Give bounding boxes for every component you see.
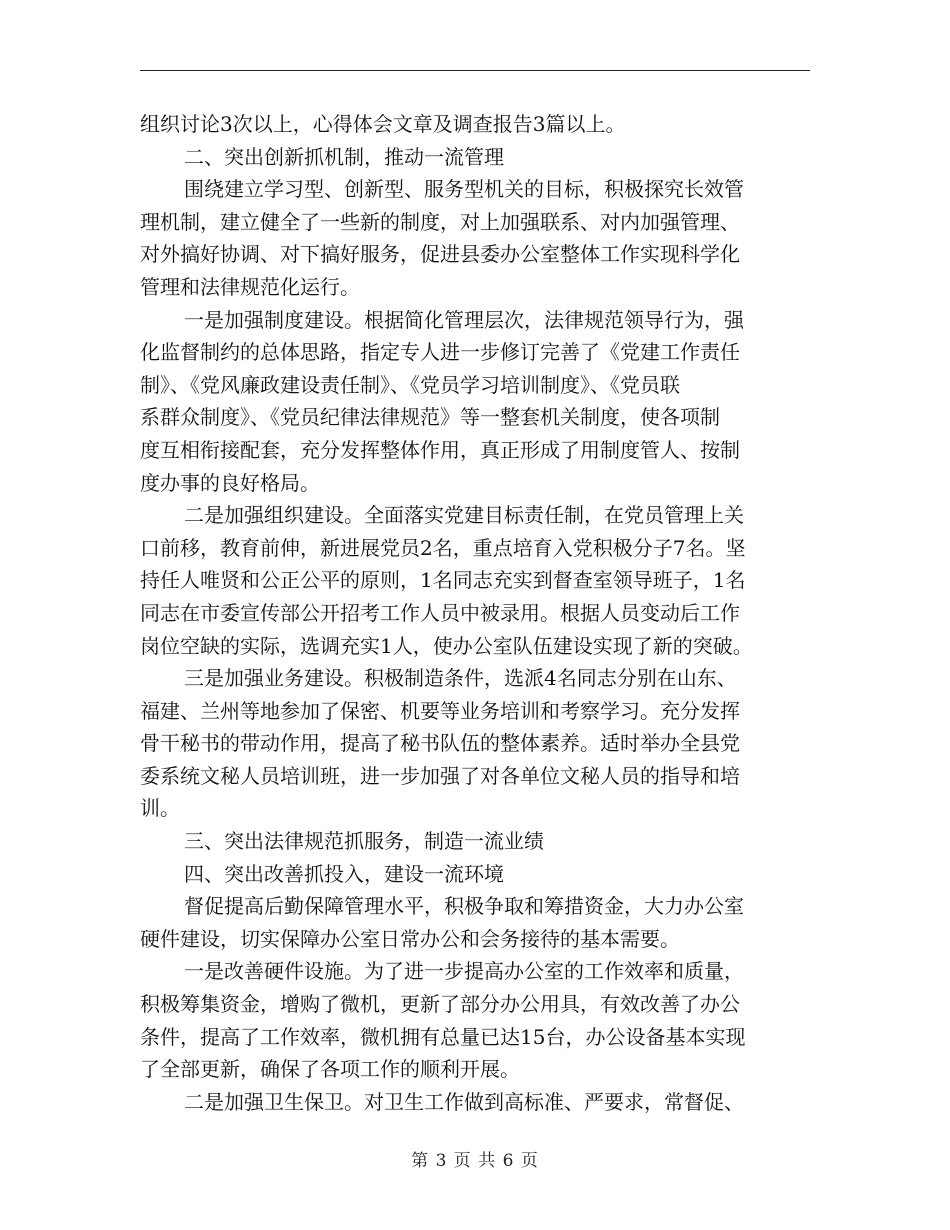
text-line: 督促提高后勤保障管理水平，积极争取和筹措资金，大力办公室 [184, 894, 744, 919]
text-line: 口前移，教育前伸，新进展党员2名，重点培育入党积极分子7名。坚 [140, 535, 746, 560]
page-number: 第 3 页 共 6 页 [411, 1151, 539, 1171]
text-line: 训。 [140, 796, 180, 821]
text-line: 同志在市委宣传部公开招考工作人员中被录用。根据人员变动后工作 [140, 600, 740, 625]
header-rule [140, 70, 810, 71]
text-line: 二是加强组织建设。全面落实党建目标责任制，在党员管理上关 [184, 503, 744, 528]
text-line: 系群众制度》、《党员纪律法律规范》等一整套机关制度，使各项制 [140, 405, 720, 430]
text-line: 组织讨论3次以上，心得体会文章及调查报告3篇以上。 [140, 112, 626, 136]
document-body [140, 108, 820, 1118]
text-line: 骨干秘书的带动作用，提高了秘书队伍的整体素养。适时举办全县党 [140, 731, 740, 756]
text-line: 理机制，建立健全了一些新的制度，对上加强联系、对内加强管理、 [140, 209, 740, 234]
text-line: 管理和法律规范化运行。 [140, 274, 360, 299]
text-line: 岗位空缺的实际，选调充实1人，使办公室队伍建设实现了新的突破。 [140, 633, 753, 658]
text-line: 硬件建设，切实保障办公室日常办公和会务接待的基本需要。 [140, 926, 680, 951]
text-line: 委系统文秘人员培训班，进一步加强了对各单位文秘人员的指导和培 [140, 763, 740, 788]
text-line: 度办事的良好格局。 [140, 470, 320, 495]
text-line: 一是改善硬件设施。为了进一步提高办公室的工作效率和质量， [184, 959, 744, 984]
text-line: 对外搞好协调、对下搞好服务，促进县委办公室整体工作实现科学化 [140, 242, 740, 267]
text-line: 福建、兰州等地参加了保密、机要等业务培训和考察学习。充分发挥 [140, 698, 740, 723]
text-line: 三、突出法律规范抓服务，制造一流业绩 [184, 829, 544, 854]
text-line: 条件，提高了工作效率，微机拥有总量已达15台，办公设备基本实现 [140, 1024, 746, 1049]
text-line: 了全部更新，确保了各项工作的顺利开展。 [140, 1057, 520, 1082]
text-line: 持任人唯贤和公正公平的原则，1名同志充实到督查室领导班子，1名 [140, 568, 746, 593]
text-line: 度互相衔接配套，充分发挥整体作用，真正形成了用制度管人、按制 [140, 437, 740, 462]
text-line: 围绕建立学习型、创新型、服务型机关的目标，积极探究长效管 [184, 177, 744, 202]
text-line: 积极筹集资金，增购了微机，更新了部分办公用具，有效改善了办公 [140, 992, 740, 1017]
text-line: 三是加强业务建设。积极制造条件，选派4名同志分别在山东、 [184, 666, 737, 691]
text-line: 一是加强制度建设。根据简化管理层次，法律规范领导行为，强 [184, 307, 744, 332]
text-line: 四、突出改善抓投入，建设一流环境 [184, 861, 504, 886]
text-line: 二、突出创新抓机制，推动一流管理 [184, 144, 504, 169]
text-line: 二是加强卫生保卫。对卫生工作做到高标准、严要求，常督促、 [184, 1089, 744, 1114]
text-line: 化监督制约的总体思路，指定专人进一步修订完善了《党建工作责任 [140, 340, 740, 365]
text-line: 制》、《党风廉政建设责任制》、《党员学习培训制度》、《党员联 [140, 372, 680, 397]
